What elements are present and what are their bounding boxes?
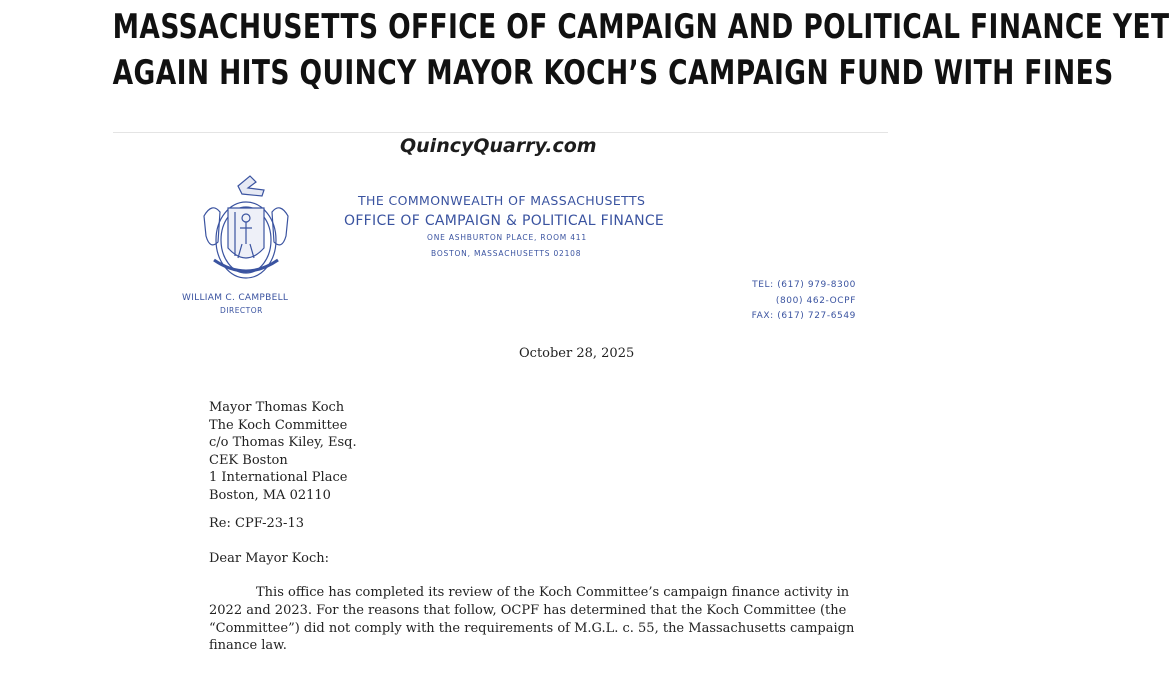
watermark: QuincyQuarry.com xyxy=(400,135,597,157)
body-line: finance law. xyxy=(209,638,287,654)
toll-free-number: (800) 462-OCPF xyxy=(775,296,856,306)
salutation: Dear Mayor Koch: xyxy=(209,551,330,566)
recipient-line: The Koch Committee xyxy=(209,417,348,433)
telephone: TEL: (617) 979-8300 xyxy=(752,280,856,290)
massachusetts-state-seal-icon xyxy=(198,172,294,284)
body-line: 2022 and 2023. For the reasons that follow, OCPF has determined that the Koch Committee (the xyxy=(209,602,847,618)
letterhead-commonwealth: THE COMMONWEALTH OF MASSACHUSETTS xyxy=(358,193,646,208)
recipient-line: c/o Thomas Kiley, Esq. xyxy=(209,435,357,450)
recipient-line: Boston, MA 02110 xyxy=(209,487,331,503)
director-title: DIRECTOR xyxy=(220,306,263,315)
recipient-line: Mayor Thomas Koch xyxy=(209,400,345,415)
body-line: This office has completed its review of the Koch Committee’s campaign finance activity in xyxy=(256,585,850,600)
recipient-line: 1 International Place xyxy=(209,470,348,485)
fax-number: FAX: (617) 727-6549 xyxy=(751,311,856,321)
letterhead-office-name: OFFICE OF CAMPAIGN & POLITICAL FINANCE xyxy=(344,213,665,229)
director-name: WILLIAM C. CAMPBELL xyxy=(182,293,289,303)
letter-date: October 28, 2025 xyxy=(519,346,635,361)
recipient-line: CEK Boston xyxy=(209,452,288,468)
recipient-address xyxy=(209,399,357,504)
letterhead-address-line-2: BOSTON, MASSACHUSETTS 02108 xyxy=(431,249,582,258)
reference-line: Re: CPF-23-13 xyxy=(209,516,304,531)
letter-body-paragraph xyxy=(209,584,855,655)
headline-line-2: AGAIN HITS QUINCY MAYOR KOCH’S CAMPAIGN FUND WITH FINES xyxy=(112,53,1114,93)
headline xyxy=(112,4,1169,96)
body-line: “Committee”) did not comply with the requirements of M.G.L. c. 55, the Massachusetts campaign xyxy=(209,620,855,636)
letterhead-address-line-1: ONE ASHBURTON PLACE, ROOM 411 xyxy=(427,233,587,242)
headline-line-1: MASSACHUSETTS OFFICE OF CAMPAIGN AND POLITICAL FINANCE YET xyxy=(112,7,1169,47)
